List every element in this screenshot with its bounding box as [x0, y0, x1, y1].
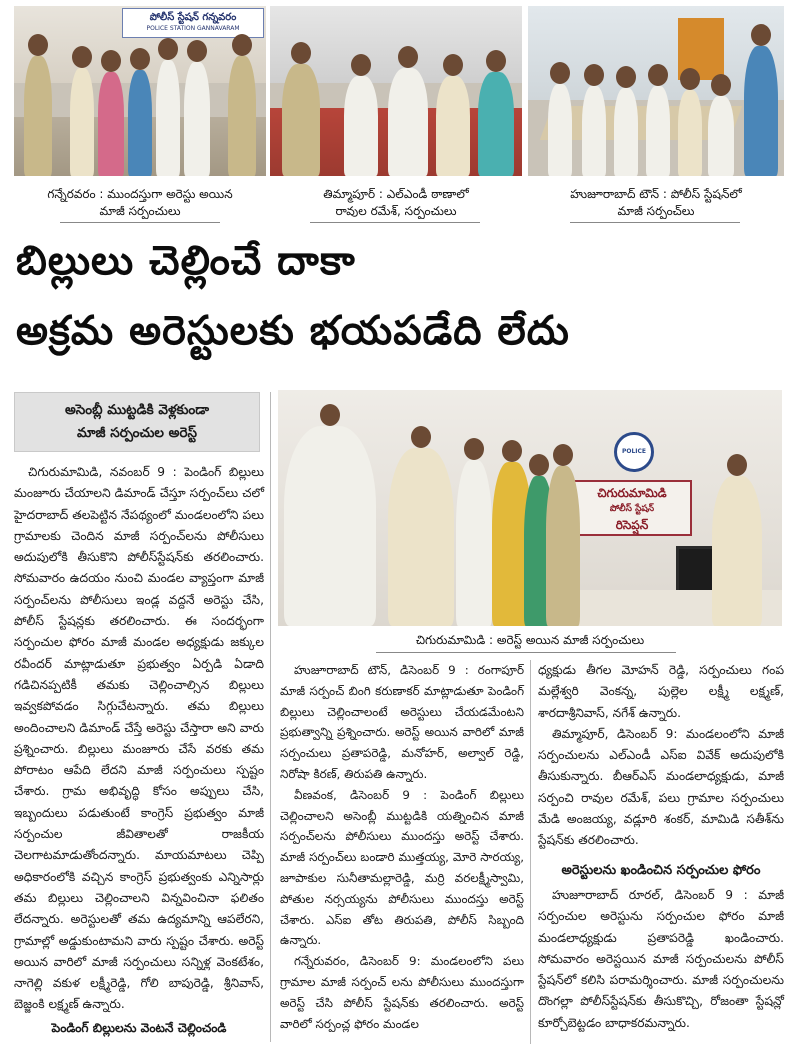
- caption-photo-gannavaram: గన్నేరవరం : ముందస్తుగా అరెస్టు అయిన మాజీ సర్పంచులు: [47, 187, 233, 218]
- article-paragraph: చిగురుమామిడి, నవంబర్ 9 : పెండింగ్ బిల్లులు మంజూరు చేయాలని డిమాండ్ చేస్తూ సర్పంచ్‌లు చలో హైదరాబాద్ తలపెట్టిన నేపథ్యంలో మండలంలోని పలు గ్రామాలకు చెందిన మాజీ సర్పంచ్‌లను పోలీసులు అదుపులోకి తీసుకొని పోలీస్‌స్టేషన్‌కు తరలించారు. సోమవారం ఉదయం నుంచి మండల వ్యాప్తంగా మాజీ సర్పంచ్‌లను పోలీసులు ఇండ్ల వద్దనే అరెస్టు చేసి, పోలీస్ స్టేషన్లకు తరలించారు. ఈ సందర్భంగా సర్పంచుల ఫోరం మాజీ మండల అధ్యక్షుడు జక్కుల రవీందర్ మాట్లాడుతూ ప్రభుత్వం ఏర్పడి ఏడాది గడిచినప్పటికీ తమకు చెల్లించాల్సిన బిల్లులు ఇవ్వకపోవడం సిగ్గుచేటన్నారు. తమ బిల్లులు అందించాలని డిమాండ్ చేస్తే అరెస్టు చేస్తారా అని వారు ప్రశ్నించారు. బిల్లులు మంజూరు చేసే వరకు తమ పోరాటం ఆపేది లేదని మాజీ సర్పంచులు స్పష్టం చేశారు. గ్రామ అభివృద్ధి కోసం అప్పులు చేసి, ఇబ్బందులు పడుతుంటే కాంగ్రెస్ ప్రభుత్వం మాజీ సర్పంచుల జీవితాలతో రాజకీయ చెలగాటమాడుతోందన్నారు. మాయమాటలు చెప్పి అధికారంలోకి వచ్చిన కాంగ్రెస్ ప్రభుత్వంకు ఎన్నిసార్లు తమ బిల్లులు చెల్లించాలని విన్నవించినా ఫలితం లేదన్నారు. అరెస్టులతో తమ ఉద్యమాన్ని ఆపలేరని, గ్రామాల్లో అడ్డుకుంటామని వారు స్పష్టం చేశారు. అరెస్ట్ అయిన వారిలో మాజీ సర్పంచులు సన్నిళ్ల వెంకటేశం, నాగెల్లి వకుళ లక్ష్మీరెడ్డి, గోలి బాపురెడ్డి, శ్రీనివాస్, బెజ్జంకి లక్ష్మణ్ ఉన్నారు.: [14, 465, 264, 1012]
- caption-photo-chigurumamidi: చిగురుమామిడి : అరెస్ట్ అయిన మాజీ సర్పంచులు: [415, 633, 645, 647]
- police-logo-icon: POLICE: [614, 432, 654, 472]
- reception-sign: చిగురుమామిడి పోలీస్ స్టేషన్ రిసెప్షన్: [572, 480, 692, 536]
- caption-photo-thimmapur: తిమ్మాపూర్ : ఎల్ఎండీ ఠాణాలో రావుల రమేశ్, సర్పంచులు: [323, 187, 469, 218]
- article-column-2: [280, 660, 524, 1044]
- article-paragraph: హుజూరాబాద్ టౌన్, డిసెంబర్ 9 : రంగాపూర్ మాజీ సర్పంచ్ బింగి కరుణాకర్ మాట్లాడుతూ పెండింగ్ బిల్లులు చెల్లించాలంటే అరెస్టులు చేయడమేంటని ప్రభుత్వాన్ని ప్రశ్నించారు. అరెస్ట్ అయిన వారిలో మాజీ సర్పంచులు ప్రతాపరెడ్డి, మనోహర్, అల్వాల్ రెడ్డి, నిరోషా కిరణ్, తిరుపతి ఉన్నారు.: [280, 663, 524, 781]
- article-column-3: [538, 660, 784, 1044]
- closing-subhead: పెండింగ్ బిల్లులను వెంటనే చెల్లించండి: [51, 1020, 227, 1035]
- section-subhead: అరెస్టులను ఖండించిన సర్పంచుల ఫోరం: [561, 862, 761, 878]
- subhead-box: అసెంబ్లీ ముట్టడికి వెళ్లకుండా మాజీ సర్పంచుల అరెస్ట్: [14, 392, 260, 452]
- caption-photo-huzurabad-town: హుజూరాబాద్ టౌన్ : పోలీస్ స్టేషన్‌లో మాజీ సర్పంచ్‌లు: [570, 187, 742, 218]
- photo-huzurabad-town: [528, 6, 784, 176]
- photo-gannavaram: [14, 6, 266, 176]
- article-paragraph: హుజూరాబాద్ రూరల్, డిసెంబర్ 9 : మాజీ సర్పంచుల అరెస్టును సర్పంచుల ఫోరం మాజీ మండలాధ్యక్షుడు ప్రతాపరెడ్డి ఖండించారు. సోమవారం అరెస్టయిన మాజీ సర్పంచులను పోలీస్ స్టేషన్‌లో కలిసి పరామర్శించారు. మాజీ సర్పంచులను దొంగల్లా పోలీస్‌స్టేషన్‌కు తీసుకొచ్చి, రోజంతా స్టేషన్లో కూర్చోబెట్టడం బాధాకరమన్నారు.: [538, 887, 784, 1030]
- headline-line-1: బిల్లులు చెల్లించే దాకా: [16, 238, 356, 284]
- article-paragraph: వీణవంక, డిసెంబర్ 9 : పెండింగ్ బిల్లులు చెల్లించాలని అసెంబ్లీ ముట్టడికి యత్నించిన మాజీ సర్పంచ్‌లను పోలీసులు ముందస్తు అరెస్ట్ చేశారు. మాజీ సర్పంచ్‌లు బండారి ముత్తయ్య, మోరె సారయ్య, జూపాకుల సునీతామల్లారెడ్డి, మర్రి వరలక్ష్మీస్వామి, పోతుల నర్సయ్యను పోలీసులు ముందస్తు అరెస్ట్ చేశారు. ఎస్ఐ తోట తిరుపతి, పోలీస్ సిబ్బంది ఉన్నారు.: [280, 787, 524, 948]
- photo-chigurumamidi: [278, 390, 782, 626]
- headline-line-2: అక్రమ అరెస్టులకు భయపడేది లేదు: [16, 308, 570, 354]
- photo-thimmapur: [270, 6, 522, 176]
- article-paragraph: తిమ్మాపూర్, డిసెంబర్ 9: మండలంలోని మాజీ సర్పంచులను ఎల్ఎండీ ఎస్ఐ వివేక్ అదుపులోకి తీసుకున్నారు. బీఆర్ఎస్ మండలాధ్యక్షుడు, మాజీ సర్పంచి రావుల రమేశ్, పలు గ్రామాల సర్పంచులు మేడి అంజయ్య, వడ్లూరి శంకర్, మామిడి సతీశ్‌ను స్టేషన్‌కు తరలించారు.: [538, 726, 784, 848]
- article-column-1: [14, 462, 264, 1046]
- article-paragraph: ధ్యక్షుడు తీగల మోహన్ రెడ్డి, సర్పంచులు గంప మల్లేశ్వరి వెంకన్న, పుల్లెల లక్ష్మీ లక్ష్మణ్, శారదాశ్రీనివాస్, నగేశ్ ఉన్నారు.: [538, 663, 784, 720]
- police-station-banner: పోలీస్ స్టేషన్ గన్నవరం POLICE STATION GANNAVARAM: [122, 8, 264, 38]
- article-paragraph: గన్నేరువరం, డిసెంబర్ 9: మండలంలోని పలు గ్రామాల మాజీ సర్పంచ్ లను పోలీసులు ముందస్తుగా అరెస్ట్ చేసి పోలీస్ స్టేషన్‌కు తరలించారు. అరెస్ట్ వారిలో సర్పంచ్ల ఫోరం మండల: [280, 954, 524, 1031]
